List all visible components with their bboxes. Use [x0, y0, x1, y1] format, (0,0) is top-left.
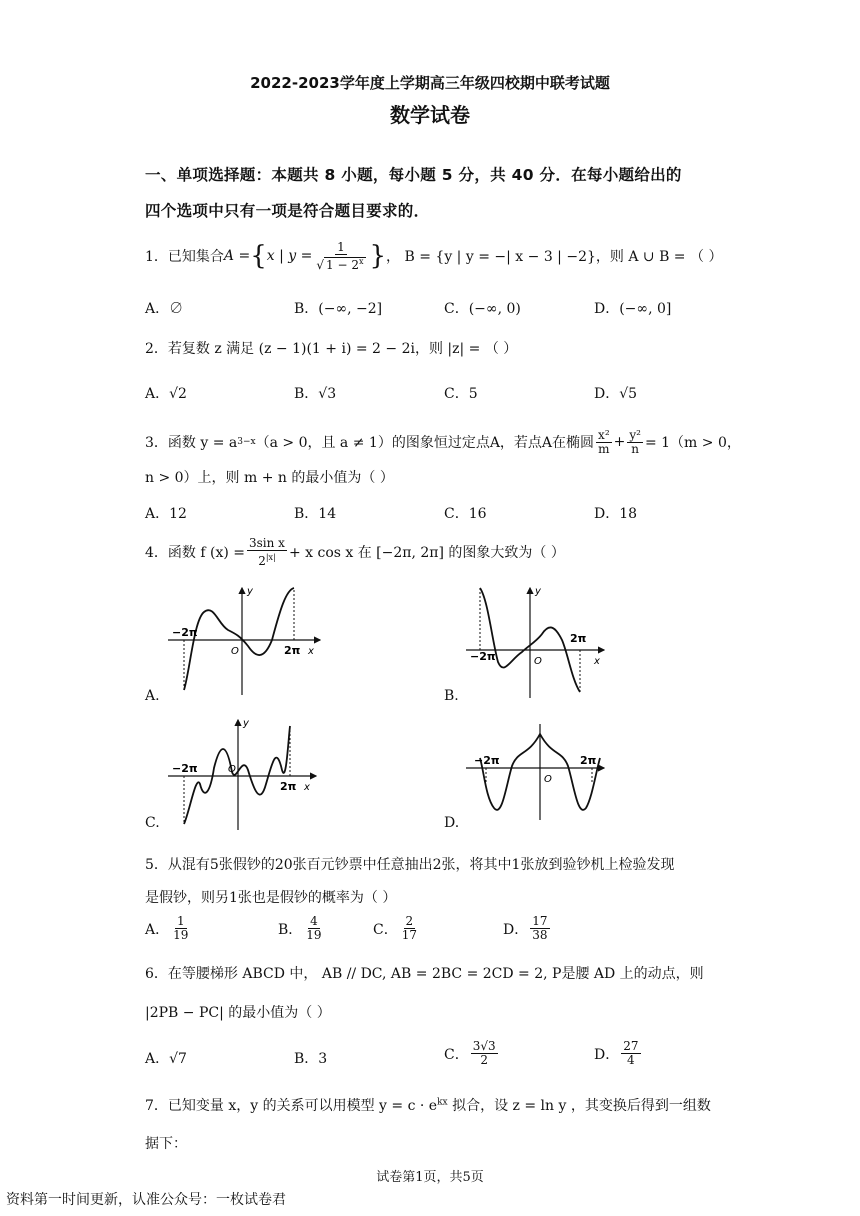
q3-frac-y — [627, 429, 643, 456]
q5-d-den: 38 — [532, 928, 548, 942]
q5-option-c — [373, 915, 421, 942]
q4-frac-sup: |x| — [265, 552, 276, 562]
question-5-line2: 是假钞，则另1张也是假钞的概率为（ ） — [145, 890, 397, 906]
q4-option-a: A. — [145, 688, 160, 704]
q6-option-c — [444, 1040, 500, 1067]
q5-option-a — [145, 915, 192, 942]
label-x: x — [308, 646, 314, 657]
label-x: x — [594, 656, 600, 667]
exam-header: 2022-2023学年度上学期高三年级四校期中联考试题 — [250, 74, 610, 92]
q1-fraction: $\frac{1}{√ 1 - 2^x}$ — [316, 239, 364, 272]
label-pos-2pi: 2π — [570, 632, 587, 645]
label-pos-2pi: 2π — [580, 754, 597, 767]
question-3-line2: n > 0）上，则 m + n 的最小值为（ ） — [145, 470, 394, 486]
q5-c-frac — [400, 915, 419, 942]
q4-frac-num: 3sin x — [249, 535, 285, 550]
question-4 — [145, 534, 565, 570]
q3-plus: + — [613, 434, 626, 450]
q5-d-frac — [530, 915, 549, 942]
q5-b-den: 19 — [306, 928, 322, 942]
q7-stem-start: 7．已知变量 x，y 的关系可以用模型 y = c · e — [145, 1098, 438, 1114]
question-5-line1: 5．从混有5张假钞的20张百元钞票中任意抽出2张，将其中1张放到验钞机上检验发现 — [145, 857, 675, 873]
label-origin: O — [534, 656, 542, 667]
q6-d-label: D． — [594, 1046, 620, 1063]
exam-title: 数学试卷 — [390, 103, 470, 127]
q6-c-label: C． — [444, 1046, 469, 1063]
graph-d — [466, 722, 616, 822]
q6-option-b: B．3 — [294, 1051, 328, 1067]
q4-stem-end: + x cos x 在 [−2π, 2π] 的图象大致为（ ） — [288, 545, 565, 561]
question-6-line1: 6．在等腰梯形 ABCD 中， AB // DC, AB = 2BC = 2CD = 2, P是腰 AD 上的动点，则 — [145, 966, 704, 982]
graph-a — [168, 580, 328, 700]
q6-option-a: A．√7 — [145, 1051, 187, 1067]
graph-b — [466, 580, 616, 700]
q1-seta-label: A = — [223, 248, 251, 264]
label-pos-2pi: 2π — [280, 780, 297, 793]
q1-option-a: A．∅ — [145, 301, 184, 317]
q1-condition: x | y = — [266, 248, 313, 264]
q5-a-num: 1 — [176, 914, 185, 928]
q5-b-num: 4 — [310, 914, 318, 928]
q6-d-num: 27 — [623, 1039, 639, 1053]
q3-fx-num: x² — [598, 427, 610, 442]
q6-d-den: 4 — [627, 1053, 635, 1067]
q6-c-num: 3√3 — [472, 1039, 496, 1053]
graph-c — [168, 714, 328, 832]
promo-note: 资料第一时间更新，认准公众号：一枚试卷君 — [6, 1192, 286, 1208]
q3-fy-num: y² — [629, 427, 641, 442]
label-neg-2pi: −2π — [474, 754, 500, 767]
page-footer: 试卷第1页，共5页 — [376, 1170, 484, 1185]
q4-stem-start: 4．函数 f (x) = — [145, 545, 245, 561]
q6-d-frac — [621, 1040, 640, 1067]
q3-fy-den: n — [631, 441, 640, 456]
question-3-line1 — [145, 424, 741, 460]
q3-frac-x — [596, 429, 612, 456]
label-neg-2pi: −2π — [172, 762, 198, 775]
q5-c-num: 2 — [405, 914, 414, 928]
label-y: y — [535, 586, 541, 597]
label-x: x — [304, 782, 310, 793]
q5-c-den: 17 — [401, 928, 417, 942]
label-origin: O — [231, 646, 239, 657]
label-origin: O — [228, 764, 236, 775]
q4-option-b: B. — [444, 688, 459, 704]
q5-option-b — [278, 915, 326, 942]
q3-option-a: A．12 — [145, 506, 187, 522]
q2-option-c: C．5 — [444, 386, 478, 402]
q3-exponent: 3−x — [237, 437, 256, 447]
q5-a-den: 19 — [173, 928, 189, 942]
label-y: y — [247, 586, 253, 597]
question-7-line1 — [145, 1095, 711, 1115]
question-7-line2: 据下： — [145, 1136, 187, 1152]
q4-frac-den: 2 — [258, 553, 266, 568]
q3-option-c: C．16 — [444, 506, 487, 522]
q5-a-label: A． — [145, 921, 170, 938]
q5-a-frac — [171, 915, 190, 942]
q1-rest: ， B = {y | y = −| x − 3 | −2}，则 A ∪ B = （ ） — [386, 249, 723, 265]
q4-option-c: C. — [145, 815, 160, 831]
curve — [184, 588, 294, 690]
q6-c-den: 2 — [480, 1053, 488, 1067]
q7-stem-end: 拟合，设 z = ln y ，其变换后得到一组数 — [447, 1098, 711, 1114]
q2-option-d: D．√5 — [594, 386, 638, 402]
question-6-line2: |2PB − PC| 的最小值为（ ） — [145, 1005, 331, 1021]
section-heading-line1: 一、单项选择题：本题共 8 小题，每小题 5 分，共 40 分．在每小题给出的 — [145, 166, 682, 184]
q1-option-c: C．(−∞, 0) — [444, 301, 521, 317]
q1-frac-num: 1 — [337, 239, 345, 254]
q3-fx-den: m — [598, 441, 610, 456]
brace-right-icon: } — [369, 241, 387, 271]
q1-option-b: B．(−∞, −2] — [294, 301, 383, 317]
q7-exponent: kx — [437, 1097, 448, 1108]
q3-option-b: B．14 — [294, 506, 337, 522]
curve — [184, 726, 290, 824]
q3-stem-end: = 1（m > 0， — [644, 435, 741, 451]
q2-option-a: A．√2 — [145, 386, 187, 402]
q5-d-num: 17 — [532, 914, 548, 928]
q4-fraction — [247, 537, 287, 568]
q1-prefix: 1．已知集合 — [145, 249, 224, 265]
q5-c-label: C． — [373, 921, 398, 938]
q3-stem-start: 3．函数 y = a — [145, 435, 238, 451]
brace-left-icon: { — [250, 241, 267, 271]
label-neg-2pi: −2π — [470, 650, 496, 663]
q3-option-d: D．18 — [594, 506, 638, 522]
label-neg-2pi: −2π — [172, 626, 198, 639]
q1-option-d: D．(−∞, 0] — [594, 301, 672, 317]
question-1 — [145, 236, 722, 276]
q6-c-frac — [471, 1040, 498, 1067]
q5-option-d — [503, 915, 552, 942]
section-heading-line2: 四个选项中只有一项是符合题目要求的． — [145, 202, 430, 220]
question-2: 2．若复数 z 满足 (z − 1)(1 + i) = 2 − 2i，则 |z| = （ ） — [145, 341, 518, 357]
label-y: y — [243, 718, 249, 729]
q5-d-label: D． — [503, 921, 529, 938]
q1-frac-den: 1 − 2 — [326, 257, 359, 272]
q5-b-label: B． — [278, 921, 303, 938]
q2-option-b: B．√3 — [294, 386, 337, 402]
q6-option-d — [594, 1040, 643, 1067]
q4-option-d: D. — [444, 815, 460, 831]
q3-stem-mid: （a > 0，且 a ≠ 1）的图象恒过定点A，若点A在椭圆 — [255, 435, 595, 451]
q1-frac-sup: x — [358, 256, 364, 266]
label-pos-2pi: 2π — [284, 644, 301, 657]
label-origin: O — [544, 774, 552, 785]
q5-b-frac — [304, 915, 323, 942]
